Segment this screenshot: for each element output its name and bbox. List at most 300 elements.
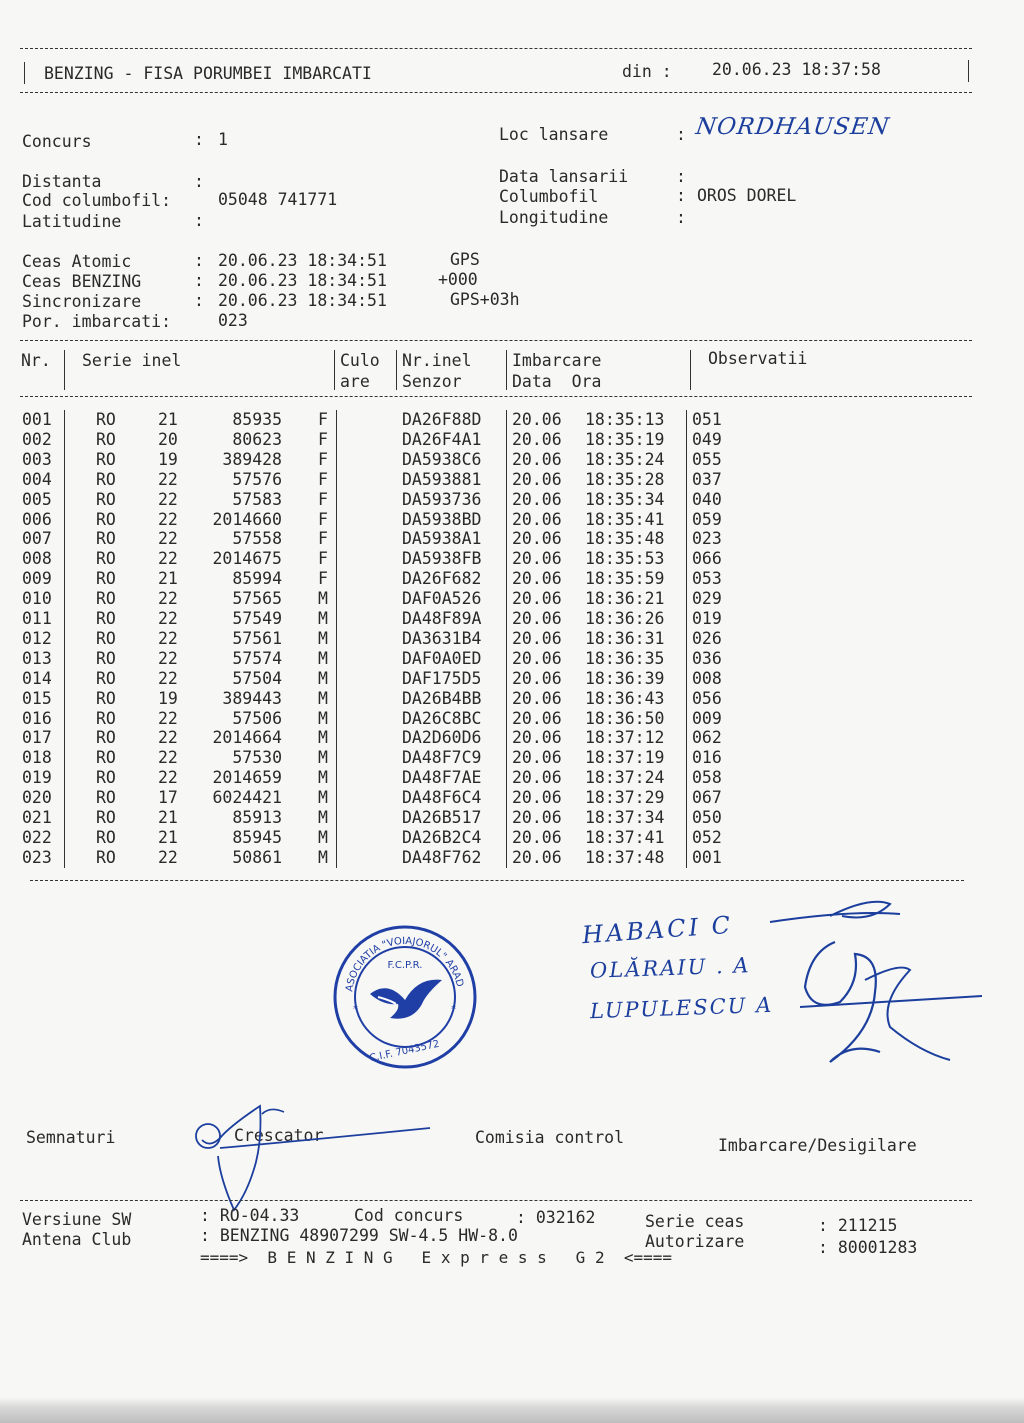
ceas-benzing-colon: :	[194, 271, 204, 290]
row-sex: M	[318, 748, 328, 768]
row-time: 18:37:48	[585, 847, 665, 867]
col-sep-5	[690, 350, 691, 390]
row-date: 20.06	[512, 648, 562, 668]
row-sensor-id: DA26F4A1	[402, 429, 482, 449]
row-date: 20.06	[512, 827, 562, 847]
row-sensor-id: DA48F6C4	[402, 788, 482, 808]
table-row	[0, 450, 760, 470]
row-year: 22	[158, 708, 178, 728]
row-nr: 009	[22, 569, 52, 589]
autorizare-label: Autorizare	[645, 1232, 745, 1251]
row-year: 22	[158, 648, 178, 668]
svg-text:*: *	[451, 1004, 456, 1015]
row-date: 20.06	[512, 589, 562, 609]
row-time: 18:35:53	[585, 549, 665, 569]
col-header-nrinel-1: Nr.inel	[402, 351, 472, 370]
row-ring-number: 50861	[232, 847, 282, 867]
row-nr: 022	[22, 827, 52, 847]
row-nr: 005	[22, 489, 52, 509]
ceas-atomic-colon: :	[194, 251, 204, 270]
row-country: RO	[96, 748, 116, 768]
row-year: 22	[158, 589, 178, 609]
row-sex: F	[318, 429, 328, 449]
row-country: RO	[96, 648, 116, 668]
row-year: 22	[158, 549, 178, 569]
row-observation: 008	[692, 668, 722, 688]
row-ring-number: 6024421	[212, 788, 282, 808]
row-year: 21	[158, 410, 178, 429]
row-sex: F	[318, 509, 328, 529]
row-date: 20.06	[512, 728, 562, 748]
row-time: 18:35:48	[585, 529, 665, 549]
table-bottom-dash	[30, 880, 964, 881]
row-time: 18:35:34	[585, 489, 665, 509]
row-country: RO	[96, 449, 116, 469]
commission-signatures	[760, 892, 990, 1072]
row-sex: M	[318, 609, 328, 628]
row-observation: 051	[692, 410, 722, 429]
benzing-express-line: ====> B E N Z I N G E x p r e s s G 2 <====	[200, 1248, 673, 1267]
row-date: 20.06	[512, 609, 562, 628]
row-year: 22	[158, 748, 178, 768]
longitudine-colon: :	[676, 208, 686, 227]
row-ring-number: 2014664	[212, 728, 282, 748]
row-nr: 006	[22, 509, 52, 529]
ceas-atomic-value: 20.06.23 18:34:51	[218, 251, 387, 270]
table-row	[0, 569, 760, 589]
row-nr: 013	[22, 648, 52, 668]
row-nr: 004	[22, 469, 52, 489]
row-time: 18:36:39	[585, 668, 665, 688]
row-date: 20.06	[512, 708, 562, 728]
row-observation: 016	[692, 748, 722, 768]
row-ring-number: 57561	[232, 628, 282, 648]
body-sep-3	[506, 410, 507, 868]
distanta-label: Distanta	[22, 172, 102, 191]
row-country: RO	[96, 788, 116, 808]
header-right-bar	[968, 60, 969, 82]
table-row	[0, 490, 760, 510]
row-time: 18:36:50	[585, 708, 665, 728]
row-country: RO	[96, 529, 116, 549]
row-ring-number: 80623	[232, 429, 282, 449]
table-row	[0, 510, 760, 530]
row-time: 18:37:41	[585, 827, 665, 847]
row-date: 20.06	[512, 449, 562, 469]
row-nr: 017	[22, 728, 52, 748]
row-country: RO	[96, 469, 116, 489]
row-country: RO	[96, 728, 116, 748]
row-observation: 019	[692, 609, 722, 628]
loc-lansare-colon: :	[676, 125, 686, 144]
row-time: 18:35:19	[585, 429, 665, 449]
body-sep-1	[64, 410, 65, 868]
row-date: 20.06	[512, 688, 562, 708]
row-year: 22	[158, 847, 178, 867]
row-observation: 040	[692, 489, 722, 509]
row-nr: 015	[22, 688, 52, 708]
longitudine-label: Longitudine	[499, 208, 609, 227]
row-sex: M	[318, 688, 328, 708]
row-country: RO	[96, 509, 116, 529]
dove-icon	[370, 980, 442, 1019]
row-sex: F	[318, 569, 328, 589]
col-header-imbarcare-1: Imbarcare	[512, 351, 602, 370]
row-sex: M	[318, 768, 328, 788]
row-observation: 062	[692, 728, 722, 748]
row-nr: 023	[22, 847, 52, 867]
row-sensor-id: DA5938A1	[402, 529, 482, 549]
row-ring-number: 57558	[232, 529, 282, 549]
row-sex: M	[318, 788, 328, 808]
row-observation: 052	[692, 827, 722, 847]
row-sensor-id: DA2D60D6	[402, 728, 482, 748]
row-ring-number: 57530	[232, 748, 282, 768]
table-row	[0, 828, 760, 848]
row-country: RO	[96, 768, 116, 788]
row-sensor-id: DA5938C6	[402, 449, 482, 469]
row-ring-number: 85945	[232, 827, 282, 847]
table-row	[0, 430, 760, 450]
top-dash-line	[20, 48, 972, 49]
sincronizare-label: Sincronizare	[22, 292, 142, 311]
row-sensor-id: DAF0A0ED	[402, 648, 482, 668]
row-sensor-id: DA48F762	[402, 847, 482, 867]
row-date: 20.06	[512, 569, 562, 589]
row-ring-number: 57583	[232, 489, 282, 509]
boarding-table-body	[0, 410, 780, 872]
col-header-nrinel-2: Senzor	[402, 372, 462, 391]
row-nr: 002	[22, 429, 52, 449]
row-date: 20.06	[512, 410, 562, 429]
row-time: 18:37:34	[585, 808, 665, 827]
row-nr: 021	[22, 808, 52, 827]
col-header-culoare-1: Culo	[340, 351, 380, 370]
serie-ceas-value: : 211215	[818, 1216, 898, 1235]
sincronizare-value: 20.06.23 18:34:51	[218, 291, 387, 310]
date-label: din :	[622, 62, 672, 81]
row-nr: 019	[22, 768, 52, 788]
row-sex: M	[318, 589, 328, 609]
row-date: 20.06	[512, 489, 562, 509]
sincronizare-colon: :	[194, 291, 204, 310]
table-row	[0, 589, 760, 609]
concurs-colon: :	[194, 130, 204, 149]
row-nr: 016	[22, 708, 52, 728]
handwritten-name-1: HABACI C	[581, 910, 734, 950]
row-date: 20.06	[512, 529, 562, 549]
table-row	[0, 748, 760, 768]
row-nr: 014	[22, 668, 52, 688]
row-ring-number: 85935	[232, 410, 282, 429]
row-sensor-id: DA5938BD	[402, 509, 482, 529]
row-country: RO	[96, 668, 116, 688]
row-date: 20.06	[512, 628, 562, 648]
row-year: 22	[158, 609, 178, 628]
table-row	[0, 470, 760, 490]
row-observation: 058	[692, 768, 722, 788]
row-nr: 010	[22, 589, 52, 609]
row-time: 18:35:59	[585, 569, 665, 589]
por-imbarcati-value: 023	[218, 311, 248, 330]
row-sensor-id: DA5938FB	[402, 549, 482, 569]
row-ring-number: 57574	[232, 648, 282, 668]
table-row	[0, 788, 760, 808]
row-sex: M	[318, 628, 328, 648]
row-sensor-id: DA26B4BB	[402, 688, 482, 708]
row-time: 18:35:13	[585, 410, 665, 429]
row-year: 17	[158, 788, 178, 808]
row-country: RO	[96, 549, 116, 569]
row-ring-number: 57506	[232, 708, 282, 728]
autorizare-value: : 80001283	[818, 1238, 918, 1257]
columbofil-colon: :	[676, 186, 686, 205]
imbarcare-desigilare-label: Imbarcare/Desigilare	[718, 1136, 917, 1155]
row-observation: 066	[692, 549, 722, 569]
row-ring-number: 389443	[222, 688, 282, 708]
row-observation: 053	[692, 569, 722, 589]
row-country: RO	[96, 489, 116, 509]
row-sensor-id: DA26B517	[402, 808, 482, 827]
row-sensor-id: DA26C8BC	[402, 708, 482, 728]
row-country: RO	[96, 410, 116, 429]
paper-bottom-edge	[0, 1397, 1024, 1423]
row-sensor-id: DA26F682	[402, 569, 482, 589]
latitudine-colon: :	[194, 211, 204, 230]
table-top-dash	[20, 340, 972, 341]
row-ring-number: 57565	[232, 589, 282, 609]
table-row	[0, 629, 760, 649]
row-sex: M	[318, 728, 328, 748]
row-observation: 067	[692, 788, 722, 808]
row-country: RO	[96, 688, 116, 708]
table-row	[0, 410, 760, 430]
row-observation: 049	[692, 429, 722, 449]
ceas-benzing-label: Ceas BENZING	[22, 272, 142, 291]
row-sex: F	[318, 449, 328, 469]
row-year: 19	[158, 688, 178, 708]
row-sensor-id: DAF175D5	[402, 668, 482, 688]
col-sep-4	[506, 350, 507, 390]
row-year: 22	[158, 529, 178, 549]
row-time: 18:36:31	[585, 628, 665, 648]
row-year: 22	[158, 509, 178, 529]
row-year: 22	[158, 489, 178, 509]
row-ring-number: 389428	[222, 449, 282, 469]
antena-club-label: Antena Club	[22, 1230, 132, 1249]
row-date: 20.06	[512, 808, 562, 827]
svg-text:*: *	[353, 1004, 358, 1015]
table-row	[0, 609, 760, 629]
association-stamp	[330, 922, 480, 1072]
loc-lansare-label: Loc lansare	[499, 125, 609, 144]
row-time: 18:35:41	[585, 509, 665, 529]
row-ring-number: 57504	[232, 668, 282, 688]
row-time: 18:37:19	[585, 748, 665, 768]
row-ring-number: 57549	[232, 609, 282, 628]
col-sep-1	[64, 350, 65, 390]
row-year: 22	[158, 469, 178, 489]
row-date: 20.06	[512, 509, 562, 529]
row-observation: 059	[692, 509, 722, 529]
ceas-benzing-value: 20.06.23 18:34:51	[218, 271, 387, 290]
row-time: 18:35:28	[585, 469, 665, 489]
latitudine-label: Latitudine	[22, 212, 122, 231]
serie-ceas-label: Serie ceas	[645, 1212, 745, 1231]
col-header-culoare-2: are	[340, 372, 370, 391]
row-time: 18:37:12	[585, 728, 665, 748]
table-row	[0, 649, 760, 669]
row-time: 18:37:29	[585, 788, 665, 808]
row-year: 21	[158, 808, 178, 827]
row-year: 22	[158, 668, 178, 688]
row-observation: 036	[692, 648, 722, 668]
data-lansarii-colon: :	[676, 167, 686, 186]
row-observation: 056	[692, 688, 722, 708]
row-date: 20.06	[512, 549, 562, 569]
row-date: 20.06	[512, 748, 562, 768]
row-year: 22	[158, 728, 178, 748]
stamp-top-text: ASOCIATIA "VOIAJORUL" ARAD	[344, 935, 466, 993]
row-ring-number: 85994	[232, 569, 282, 589]
row-sex: M	[318, 708, 328, 728]
row-year: 21	[158, 827, 178, 847]
document-date: 20.06.23 18:37:58	[712, 60, 881, 79]
row-time: 18:36:35	[585, 648, 665, 668]
row-sex: F	[318, 529, 328, 549]
row-sex: M	[318, 847, 328, 867]
row-sex: M	[318, 808, 328, 827]
table-row	[0, 709, 760, 729]
columbofil-label: Columbofil	[499, 187, 599, 206]
row-time: 18:36:26	[585, 609, 665, 628]
row-nr: 003	[22, 449, 52, 469]
row-sensor-id: DA593736	[402, 489, 482, 509]
row-nr: 011	[22, 609, 52, 628]
loc-lansare-handwritten: NORDHAUSEN	[694, 114, 892, 140]
row-observation: 055	[692, 449, 722, 469]
handwritten-name-2: OLĂRAIU . A	[589, 953, 751, 983]
stamp-middle-text: F.C.P.R.	[387, 960, 423, 971]
ceas-benzing-note: +000	[438, 270, 478, 289]
row-nr: 012	[22, 628, 52, 648]
row-country: RO	[96, 827, 116, 847]
table-row	[0, 529, 760, 549]
row-time: 18:36:43	[585, 688, 665, 708]
table-row	[0, 768, 760, 788]
row-ring-number: 2014660	[212, 509, 282, 529]
row-nr: 018	[22, 748, 52, 768]
row-sex: F	[318, 489, 328, 509]
row-ring-number: 85913	[232, 808, 282, 827]
row-sensor-id: DA48F89A	[402, 609, 482, 628]
row-ring-number: 2014675	[212, 549, 282, 569]
handwritten-name-3: LUPULESCU A	[589, 992, 774, 1024]
row-sex: F	[318, 469, 328, 489]
por-imbarcati-label: Por. imbarcati:	[22, 312, 172, 331]
row-date: 20.06	[512, 788, 562, 808]
row-nr: 020	[22, 788, 52, 808]
col-header-observatii: Observatii	[708, 349, 808, 368]
row-year: 22	[158, 768, 178, 788]
col-sep-3	[396, 350, 397, 390]
header-left-bar	[24, 62, 25, 84]
cod-concurs-label: Cod concurs	[354, 1206, 464, 1225]
row-year: 19	[158, 449, 178, 469]
distanta-colon: :	[194, 172, 204, 191]
col-sep-2	[334, 350, 335, 390]
row-country: RO	[96, 609, 116, 628]
row-country: RO	[96, 847, 116, 867]
row-nr: 001	[22, 410, 52, 429]
row-time: 18:37:24	[585, 768, 665, 788]
ceas-atomic-label: Ceas Atomic	[22, 252, 132, 271]
row-country: RO	[96, 429, 116, 449]
row-sensor-id: DA26B2C4	[402, 827, 482, 847]
table-row	[0, 669, 760, 689]
row-country: RO	[96, 628, 116, 648]
row-sensor-id: DA26F88D	[402, 410, 482, 429]
body-sep-4	[686, 410, 687, 868]
semnaturi-label: Semnaturi	[26, 1128, 116, 1147]
row-observation: 037	[692, 469, 722, 489]
row-sex: F	[318, 549, 328, 569]
row-year: 22	[158, 628, 178, 648]
row-sex: M	[318, 668, 328, 688]
cod-concurs-value: : 032162	[516, 1208, 596, 1227]
row-ring-number: 2014659	[212, 768, 282, 788]
row-sensor-id: DAF0A526	[402, 589, 482, 609]
concurs-label: Concurs	[22, 132, 92, 151]
versiune-sw-label: Versiune SW	[22, 1210, 132, 1229]
row-date: 20.06	[512, 847, 562, 867]
table-row	[0, 848, 760, 868]
row-country: RO	[96, 708, 116, 728]
row-date: 20.06	[512, 469, 562, 489]
data-lansarii-label: Data lansarii	[499, 167, 629, 186]
table-row	[0, 728, 760, 748]
row-sensor-id: DA48F7C9	[402, 748, 482, 768]
row-time: 18:35:24	[585, 449, 665, 469]
row-sex: F	[318, 410, 328, 429]
row-sex: M	[318, 648, 328, 668]
antena-club-value: : BENZING 48907299 SW-4.5 HW-8.0	[200, 1226, 518, 1245]
row-date: 20.06	[512, 768, 562, 788]
body-sep-2	[336, 410, 337, 868]
row-date: 20.06	[512, 429, 562, 449]
row-observation: 050	[692, 808, 722, 827]
row-country: RO	[96, 808, 116, 827]
row-observation: 026	[692, 628, 722, 648]
cod-columbofil-label: Cod columbofil:	[22, 191, 172, 210]
row-ring-number: 57576	[232, 469, 282, 489]
row-nr: 008	[22, 549, 52, 569]
crescator-label: Crescator	[234, 1126, 324, 1145]
col-header-imbarcare-2: Data Ora	[512, 372, 602, 391]
document-title: BENZING - FISA PORUMBEI IMBARCATI	[44, 64, 372, 83]
row-country: RO	[96, 589, 116, 609]
col-header-serie: Serie inel	[82, 351, 182, 370]
sincronizare-note: GPS+03h	[450, 290, 520, 309]
table-row	[0, 549, 760, 569]
row-observation: 001	[692, 847, 722, 867]
stamp-bottom-text: C.I.F. 7043572	[368, 1038, 441, 1065]
table-row	[0, 689, 760, 709]
row-nr: 007	[22, 529, 52, 549]
columbofil-value: OROS DOREL	[697, 186, 797, 205]
row-date: 20.06	[512, 668, 562, 688]
row-country: RO	[96, 569, 116, 589]
